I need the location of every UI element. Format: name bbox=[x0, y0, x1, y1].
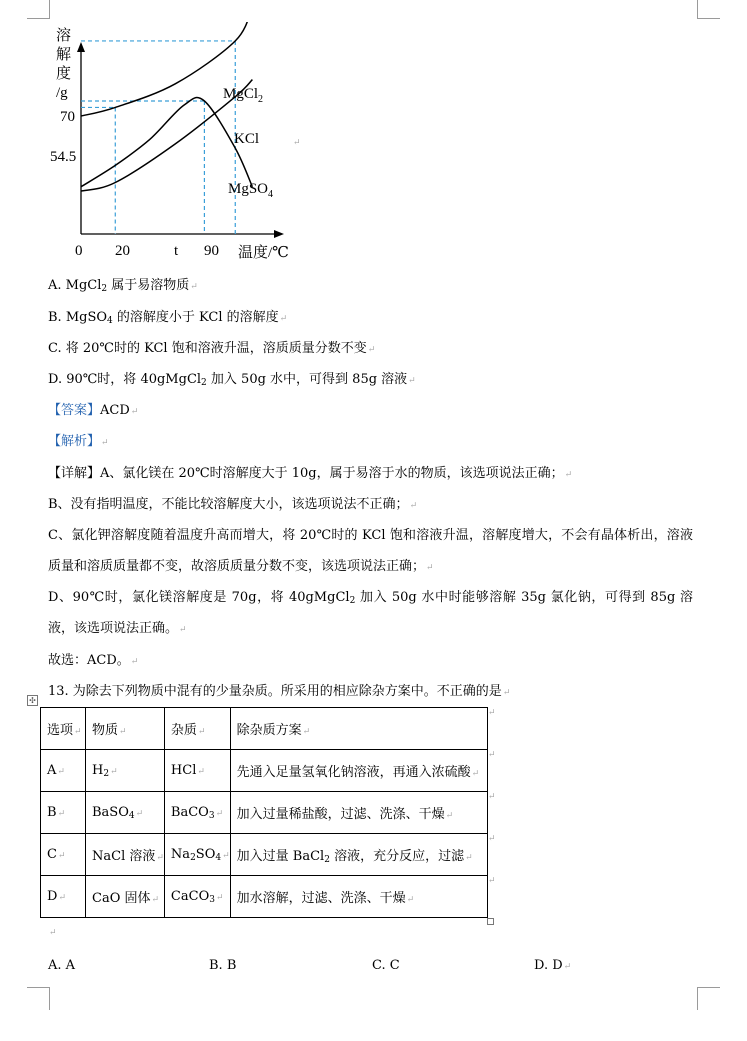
choice-b: B. B bbox=[209, 958, 237, 973]
x-tick-90: 90 bbox=[204, 243, 219, 259]
row-end-mark: ↵ bbox=[488, 750, 496, 760]
curves bbox=[81, 22, 252, 191]
row-end-mark: ↵ bbox=[488, 792, 496, 802]
header-impurity: 杂质↵ bbox=[164, 708, 230, 750]
analysis-label: 【解析】↵ bbox=[48, 434, 109, 449]
cell-substance: NaCl 溶液↵ bbox=[86, 834, 165, 876]
cell-impurity: BaCO$_3$↵ bbox=[164, 792, 230, 834]
detail-a: 【详解】A、氯化镁在 20℃时溶解度大于 10g，属于易溶于水的物质，该选项说法正确；↵ bbox=[48, 466, 573, 481]
cell-impurity: HCl↵ bbox=[164, 750, 230, 792]
guide-lines bbox=[81, 41, 235, 234]
x-tick-t: t bbox=[174, 243, 179, 259]
detail-c: C、氯化钾溶解度随着温度升高而增大，将 20℃时的 KCl 饱和溶液升温，溶解度增大，不会有晶体析出，溶液质量和溶质质量都不变，故溶质质量分数不变，该选项说法正确；↵ bbox=[48, 528, 693, 574]
crop-mark-bottom-left bbox=[27, 987, 50, 1010]
table-row bbox=[41, 834, 488, 876]
header-option: 选项↵ bbox=[41, 708, 86, 750]
label-mgcl2: MgCl$_2$ bbox=[223, 86, 264, 105]
cell-method: 加入过量 BaCl$_2$ 溶液，充分反应，过滤↵ bbox=[230, 834, 487, 876]
answer-line: 【答案】ACD↵ bbox=[48, 403, 139, 418]
table-anchor-icon[interactable]: ✣ bbox=[27, 695, 38, 706]
curve-mgso4 bbox=[81, 98, 252, 187]
option-b: B. MgSO$_4$ 的溶解度小于 KCl 的溶解度↵ bbox=[48, 310, 288, 326]
detail-d: D、90℃时，氯化镁溶解度是 70g，将 40gMgCl$_2$ 加入 50g 水中时能够溶解 35g 氯化钠，可得到 85g 溶液，该选项说法正确。↵ bbox=[48, 590, 693, 636]
cell-substance: CaO 固体↵ bbox=[86, 876, 165, 918]
cell-option: C↵ bbox=[41, 834, 86, 876]
cell-impurity: CaCO$_3$↵ bbox=[164, 876, 230, 918]
option-c: C. 将 20℃时的 KCl 饱和溶液升温，溶质质量分数不变↵ bbox=[48, 341, 376, 356]
detail-b: B、没有指明温度，不能比较溶解度大小，该选项说法不正确；↵ bbox=[48, 497, 418, 512]
y-title-1: 溶 bbox=[56, 28, 72, 44]
option-d: D. 90℃时，将 40gMgCl$_2$ 加入 50g 水中，可得到 85g 溶液↵ bbox=[48, 372, 416, 388]
x-axis-title: 温度/℃ bbox=[238, 245, 289, 261]
x-axis-arrow bbox=[274, 230, 284, 238]
cell-option: B↵ bbox=[41, 792, 86, 834]
table-header-row bbox=[41, 708, 488, 750]
impurity-table bbox=[40, 707, 488, 918]
choice-a: A. A bbox=[48, 958, 76, 973]
table-row bbox=[41, 876, 488, 918]
x-tick-0: 0 bbox=[75, 243, 83, 259]
crop-mark-top-left bbox=[27, 0, 50, 19]
conclusion: 故选：ACD。↵ bbox=[48, 653, 139, 668]
q13-stem: 13. 为除去下列物质中混有的少量杂质。所采用的相应除杂方案中。不正确的是↵ bbox=[48, 684, 511, 699]
chart-para-mark: ↵ bbox=[293, 138, 301, 148]
cell-method: 先通入足量氢氧化钠溶液，再通入浓硫酸↵ bbox=[230, 750, 487, 792]
y-axis-arrow bbox=[77, 42, 85, 52]
crop-mark-top-right bbox=[697, 0, 720, 19]
cell-impurity: $Na_2SO_4↵$ bbox=[164, 834, 230, 876]
label-kcl: KCl bbox=[234, 131, 260, 147]
cell-substance: $H_2↵$ bbox=[86, 750, 165, 792]
cell-option: D↵ bbox=[41, 876, 86, 918]
y-tick-70: 70 bbox=[60, 109, 75, 125]
crop-mark-bottom-right bbox=[697, 987, 720, 1010]
cell-method: 加水溶解，过滤、洗涤、干燥↵ bbox=[230, 876, 487, 918]
option-a: A. MgCl$_2$ 属于易溶物质↵ bbox=[48, 278, 198, 294]
table-row bbox=[41, 750, 488, 792]
label-mgso4: MgSO$_4$ bbox=[228, 181, 274, 200]
header-substance: 物质↵ bbox=[86, 708, 165, 750]
row-end-mark: ↵ bbox=[488, 876, 496, 886]
y-title-2: 解 bbox=[56, 47, 72, 63]
choice-d: D. D↵ bbox=[534, 958, 572, 973]
table-resize-handle[interactable] bbox=[487, 918, 494, 925]
cell-substance: BaSO$_4$↵ bbox=[86, 792, 165, 834]
y-tick-54-5: 54.5 bbox=[50, 149, 77, 165]
header-method: 除杂质方案↵ bbox=[230, 708, 487, 750]
solubility-chart bbox=[40, 22, 305, 262]
table-row bbox=[41, 792, 488, 834]
empty-para-mark: ↵ bbox=[49, 928, 57, 938]
choice-c: C. C bbox=[372, 958, 400, 973]
cell-method: 加入过量稀盐酸，过滤、洗涤、干燥↵ bbox=[230, 792, 487, 834]
row-end-mark: ↵ bbox=[488, 708, 496, 718]
y-title-3: 度 bbox=[56, 66, 72, 82]
row-end-mark: ↵ bbox=[488, 834, 496, 844]
y-title-4: /g bbox=[56, 85, 68, 101]
cell-option: A↵ bbox=[41, 750, 86, 792]
x-tick-20: 20 bbox=[115, 243, 130, 259]
